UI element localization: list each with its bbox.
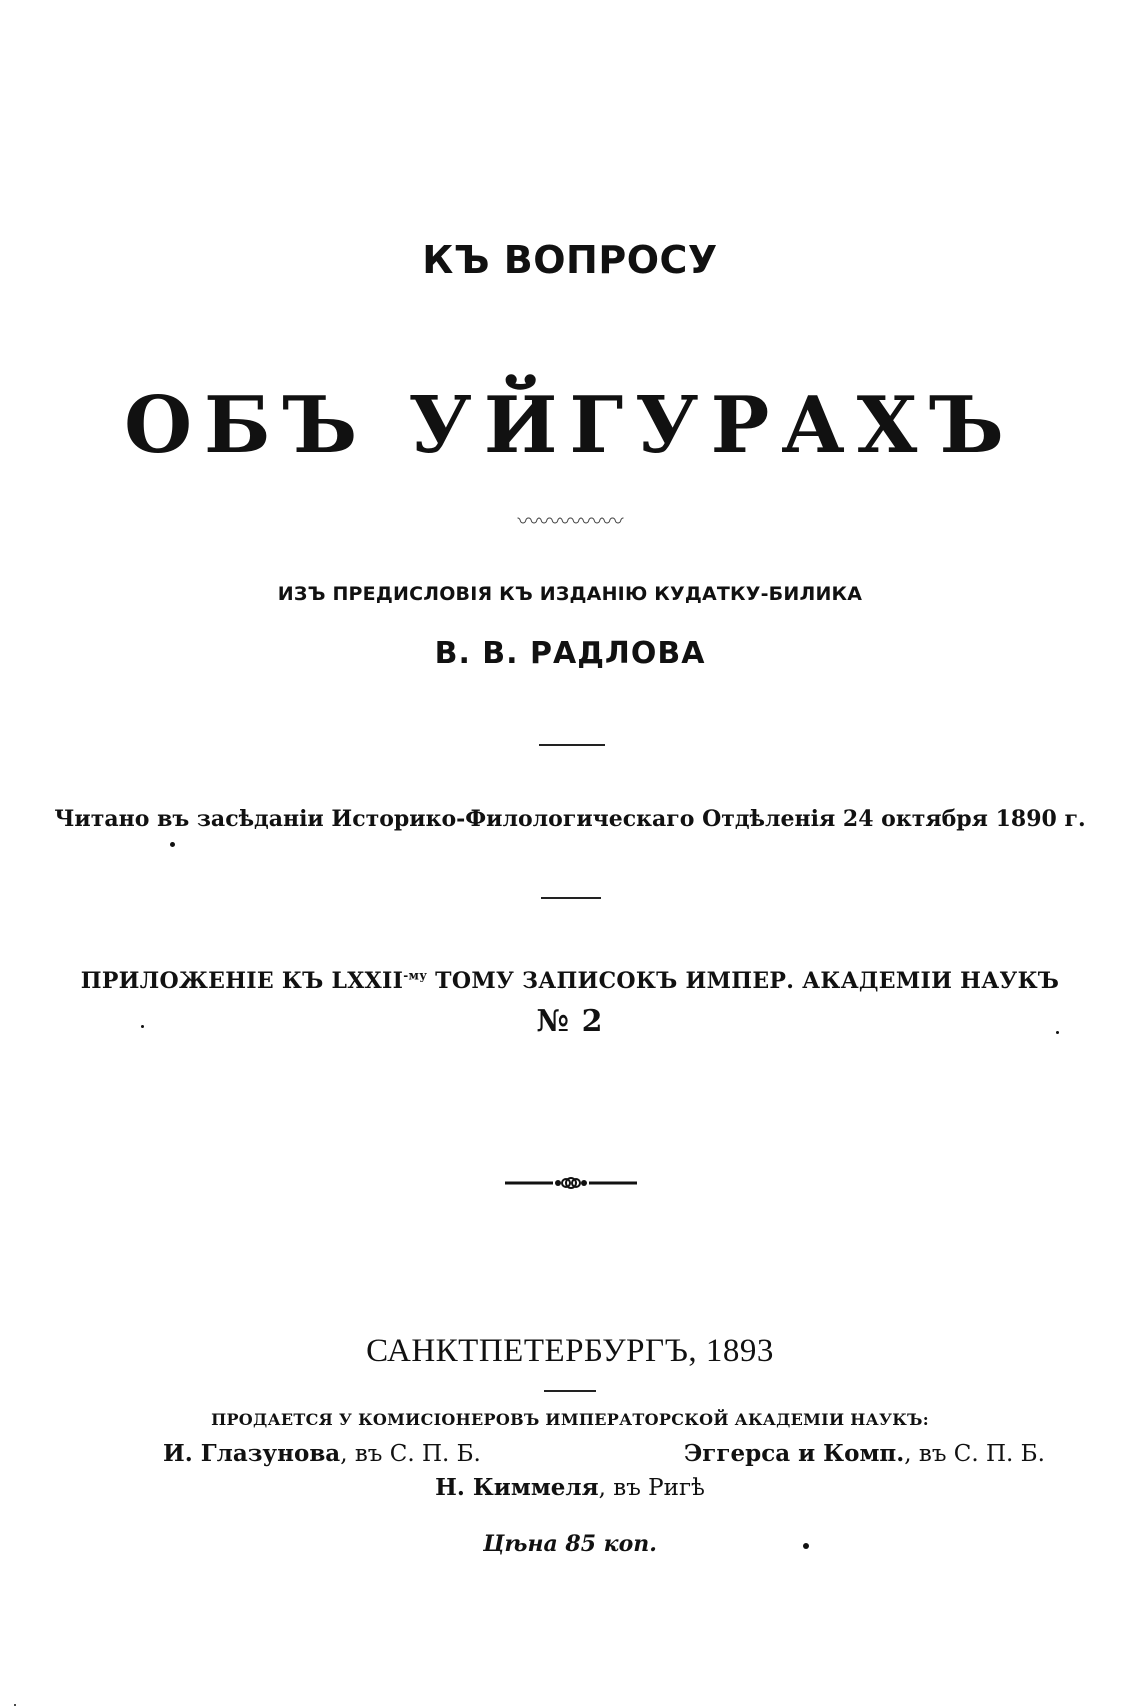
seller-right-name: Эггерса и Комп. [684,1440,905,1467]
wave-divider: 〰〰〰〰〰 [517,509,623,534]
appendix-text-before: ПРИЛОЖЕНІЕ КЪ LXXII [80,968,404,994]
ornament-divider [505,1172,637,1194]
ink-speck [803,1543,809,1549]
title-line-small: КЪ ВОПРОСУ [422,238,718,282]
city-year: САНКТПЕТЕРБУРГЪ, 1893 [366,1333,774,1369]
ink-speck [141,1025,144,1028]
seller-center [0,1474,1140,1501]
ink-speck [170,842,175,847]
issue-number: № 2 [536,1004,604,1039]
author-name: В. В. РАДЛОВА [434,636,706,671]
main-title: ОБЪ УЙГУРАХЪ [124,380,1016,471]
seller-center-name: Н. Киммеля [435,1474,599,1501]
sale-note: ПРОДАЕТСЯ У КОМИСІОНЕРОВЪ ИМПЕРАТОРСКОЙ АКАДЕМІИ НАУКЪ: [211,1410,929,1429]
seller-right [684,1440,1045,1467]
price: Цѣна 85 коп. [483,1531,657,1557]
reading-note: Читано въ засѣданіи Историко-Филологическаго Отдѣленія 24 октября 1890 г. [54,806,1086,832]
seller-left [163,1440,481,1467]
seller-right-place: , въ С. П. Б. [904,1441,1045,1467]
appendix-suffix: -му [403,968,428,983]
rule-divider-1 [539,744,605,746]
seller-center-place: , въ Ригѣ [598,1475,705,1501]
rule-divider-3 [544,1390,596,1392]
appendix-line [0,968,1140,994]
appendix-text-after: ТОМУ ЗАПИСОКЪ ИМПЕР. АКАДЕМІИ НАУКЪ [427,968,1060,994]
seller-left-name: И. Глазунова [163,1440,341,1467]
ink-speck [1056,1031,1059,1034]
seller-left-place: , въ С. П. Б. [340,1441,481,1467]
rule-divider-2 [541,897,601,899]
subtitle: ИЗЪ ПРЕДИСЛОВІЯ КЪ ИЗДАНІЮ КУДАТКУ-БИЛИКА [277,583,863,605]
